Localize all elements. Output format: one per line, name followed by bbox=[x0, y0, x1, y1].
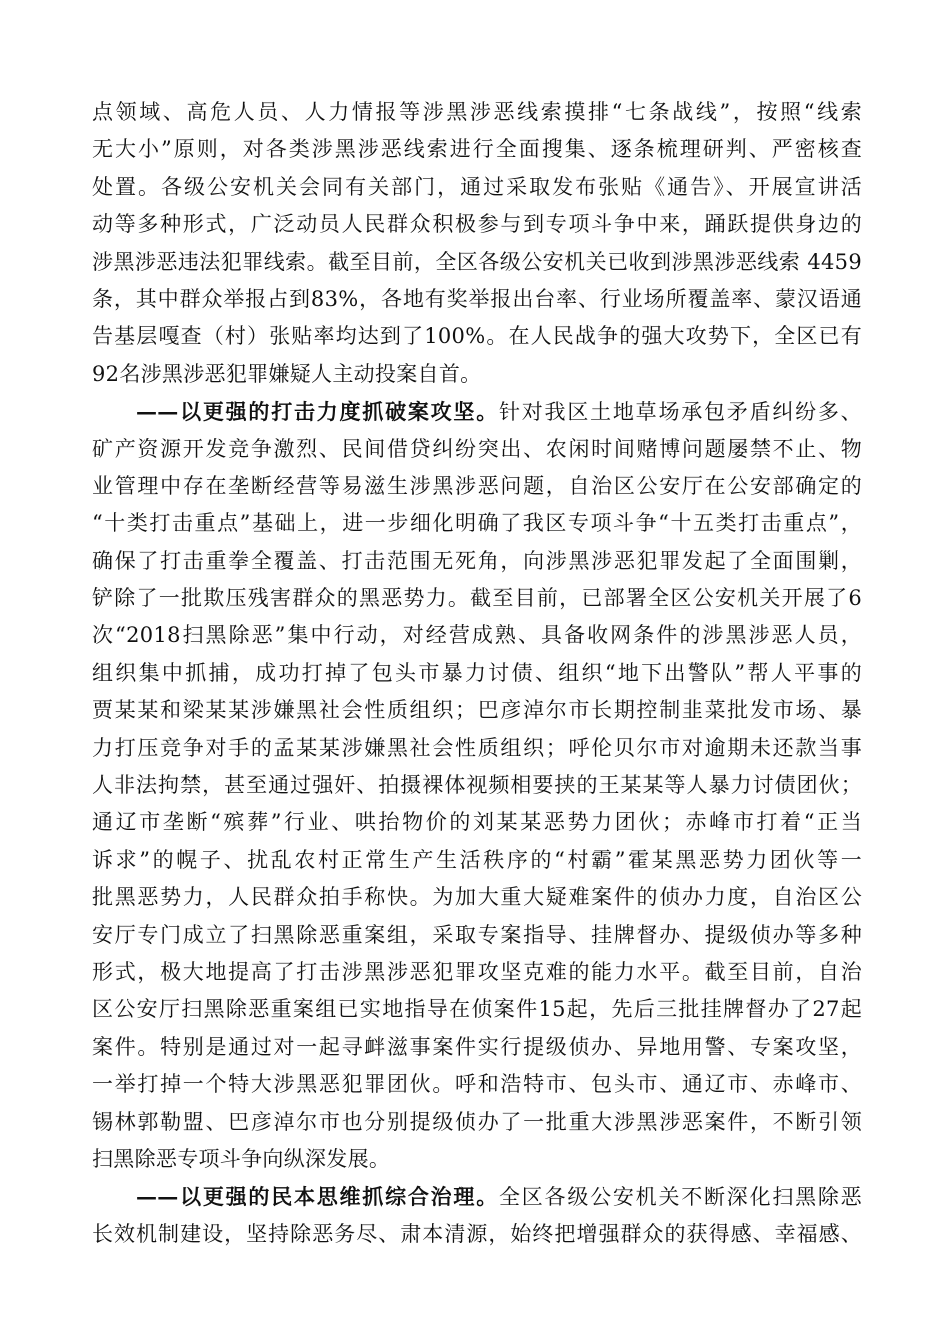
text-line: 次“2018扫黑除恶”集中行动，对经营成熟、具备收网条件的涉黑涉恶人员， bbox=[92, 623, 862, 648]
paragraph-clue-collection bbox=[92, 94, 862, 393]
text-line: 矿产资源开发竞争激烈、民间借贷纠纷突出、农闲时间赌博问题屡禁不止、物 bbox=[92, 436, 862, 461]
text-line: 业管理中存在垄断经营等易滋生涉黑涉恶问题，自治区公安厅在公安部确定的 bbox=[92, 473, 862, 498]
text-line: 贾某某和梁某某涉嫌黑社会性质组织；巴彦淖尔市长期控制韭菜批发市场、暴 bbox=[92, 698, 862, 723]
text-line: 诉求”的幌子、扰乱农村正常生产生活秩序的“村霸”霍某黑恶势力团伙等一 bbox=[92, 847, 862, 872]
section-heading: ——以更强的民本思维抓综合治理。 bbox=[136, 1184, 499, 1210]
text-line: 案件。特别是通过对一起寻衅滋事案件实行提级侦办、异地用警、专案攻坚， bbox=[92, 1034, 862, 1059]
paragraph-crackdown bbox=[92, 393, 862, 1178]
paragraph-governance bbox=[92, 1178, 862, 1253]
text-line: 点领域、高危人员、人力情报等涉黑涉恶线索摸排“七条战线”，按照“线索 bbox=[92, 100, 862, 124]
text-line: 长效机制建设，坚持除恶务尽、肃本清源，始终把增强群众的获得感、幸福感、 bbox=[92, 1221, 862, 1246]
document-page bbox=[92, 94, 862, 1253]
text-line bbox=[92, 1178, 862, 1215]
text-line: 告基层嘎查（村）张贴率均达到了100%。在人民战争的强大攻势下，全区已有 bbox=[92, 324, 862, 349]
text-line: 无大小”原则，对各类涉黑涉恶线索进行全面搜集、逐条梳理研判、严密核查 bbox=[92, 137, 862, 162]
text-line: “十类打击重点”基础上，进一步细化明确了我区专项斗争“十五类打击重点”， bbox=[92, 511, 862, 536]
text-line: 人非法拘禁，甚至通过强奸、拍摄裸体视频相要挟的王某某等人暴力讨债团伙； bbox=[92, 773, 862, 798]
text-line: 安厅专门成立了扫黑除恶重案组，采取专案指导、挂牌督办、提级侦办等多种 bbox=[92, 922, 862, 947]
text-line: 组织集中抓捕，成功打掉了包头市暴力讨债、组织“地下出警队”帮人平事的 bbox=[92, 660, 862, 685]
text-line: 锡林郭勒盟、巴彦淖尔市也分别提级侦办了一批重大涉黑涉恶案件，不断引领 bbox=[92, 1109, 862, 1134]
text-line: 区公安厅扫黑除恶重案组已实地指导在侦案件15起，先后三批挂牌督办了27起 bbox=[92, 997, 862, 1022]
text-line: 处置。各级公安机关会同有关部门，通过采取发布张贴《通告》、开展宣讲活 bbox=[92, 174, 862, 199]
text-line: 铲除了一批欺压残害群众的黑恶势力。截至目前，已部署全区公安机关开展了6 bbox=[92, 586, 862, 611]
text-line: 扫黑除恶专项斗争向纵深发展。 bbox=[92, 1146, 391, 1171]
text-line: 92名涉黑涉恶犯罪嫌疑人主动投案自首。 bbox=[92, 361, 482, 386]
text-line: 力打压竞争对手的孟某某涉嫌黑社会性质组织；呼伦贝尔市对逾期未还款当事 bbox=[92, 735, 862, 760]
text-line bbox=[92, 393, 862, 430]
section-heading: ——以更强的打击力度抓破案攻坚。 bbox=[136, 399, 499, 425]
text-line: 批黑恶势力，人民群众拍手称快。为加大重大疑难案件的侦办力度，自治区公 bbox=[92, 885, 862, 910]
text-line: 动等多种形式，广泛动员人民群众积极参与到专项斗争中来，踊跃提供身边的 bbox=[92, 212, 862, 237]
text-fragment: 针对我区土地草场承包矛盾纠纷多、 bbox=[499, 400, 862, 425]
text-line: 通辽市垄断“殡葬”行业、哄抬物价的刘某某恶势力团伙；赤峰市打着“正当 bbox=[92, 810, 862, 835]
text-line: 条，其中群众举报占到83%，各地有奖举报出台率、行业场所覆盖率、蒙汉语通 bbox=[92, 286, 862, 311]
text-fragment: 全区各级公安机关不断深化扫黑除恶 bbox=[499, 1185, 862, 1210]
text-line: 涉黑涉恶违法犯罪线索。截至目前，全区各级公安机关已收到涉黑涉恶线索 4459 bbox=[92, 249, 862, 274]
text-line: 确保了打击重拳全覆盖、打击范围无死角，向涉黑涉恶犯罪发起了全面围剿， bbox=[92, 548, 862, 573]
text-line: 一举打掉一个特大涉黑恶犯罪团伙。呼和浩特市、包头市、通辽市、赤峰市、 bbox=[92, 1072, 862, 1097]
text-line: 形式，极大地提高了打击涉黑涉恶犯罪攻坚克难的能力水平。截至目前，自治 bbox=[92, 959, 862, 984]
